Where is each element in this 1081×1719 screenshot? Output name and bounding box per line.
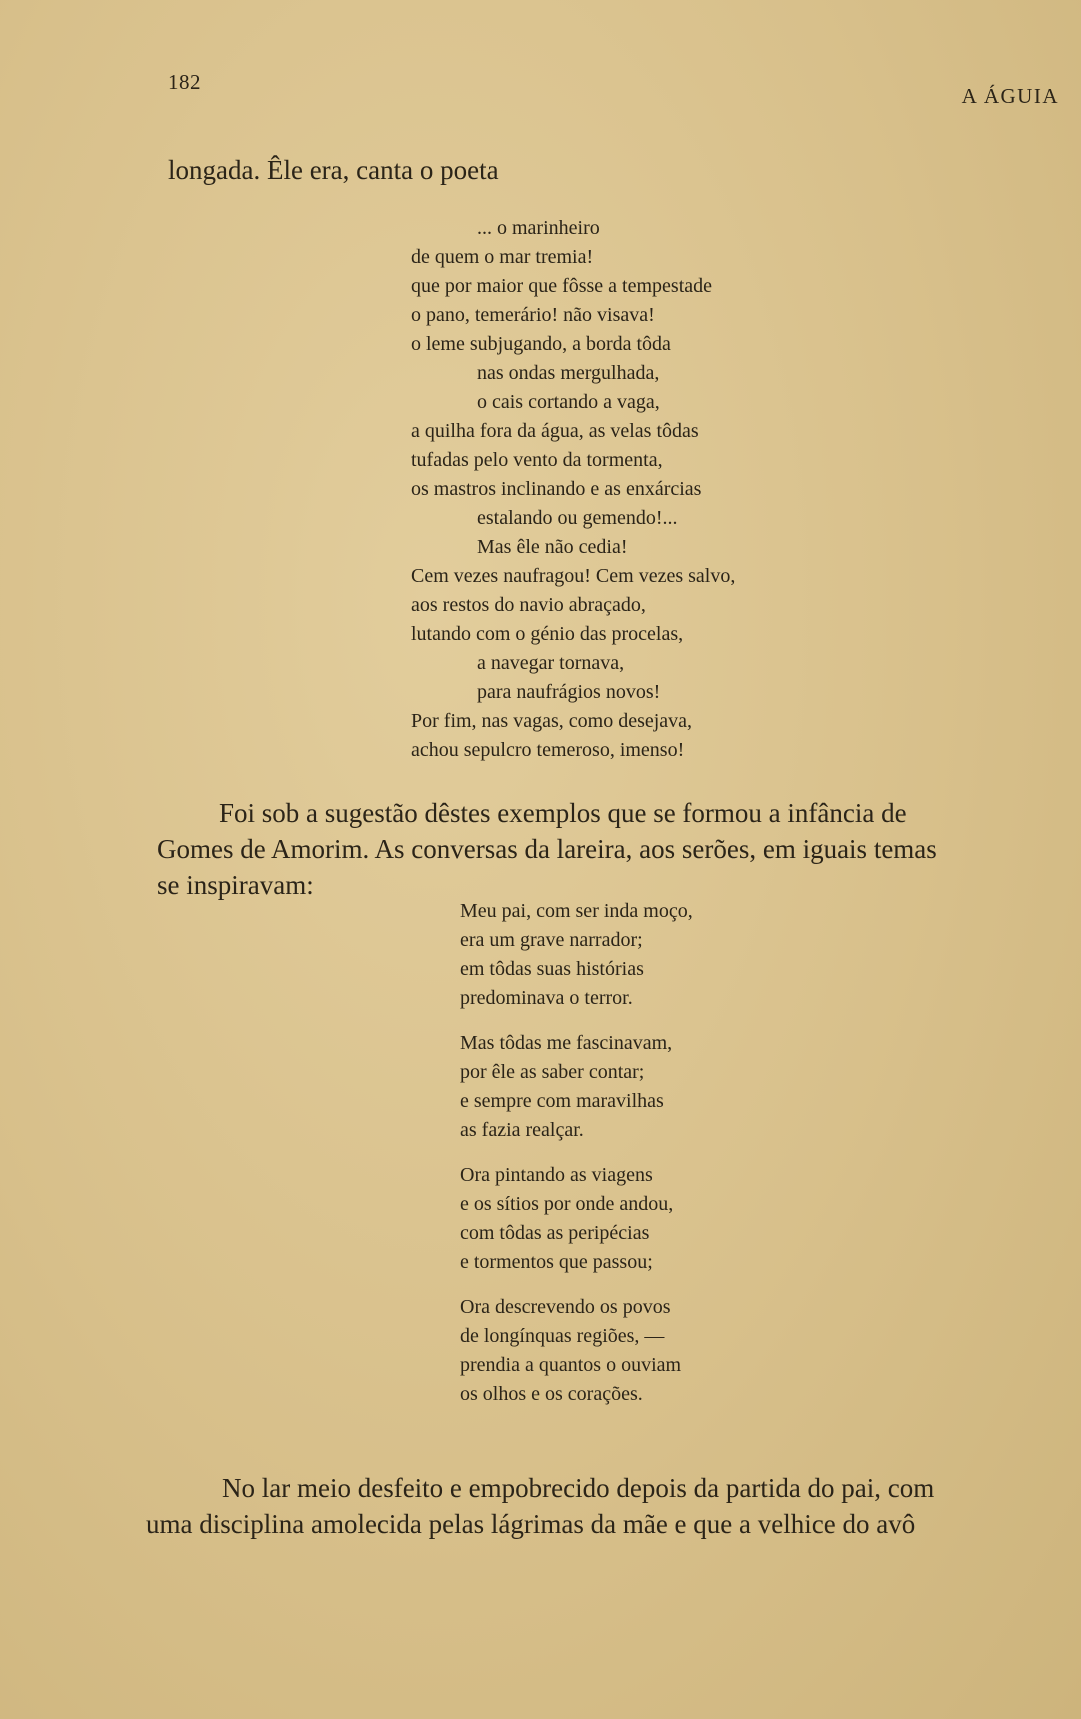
stanza — [460, 1029, 693, 1145]
verse-line: achou sepulcro temeroso, imenso! — [411, 739, 685, 761]
intro-line — [168, 152, 499, 188]
verse-line: e sempre com maravilhas — [460, 1090, 664, 1112]
verse-line: Cem vezes naufragou! Cem vezes salvo, — [411, 565, 736, 587]
verse-line: a quilha fora da água, as velas tôdas — [411, 420, 699, 442]
verse-line: lutando com o génio das procelas, — [411, 623, 684, 645]
prose-line: No lar meio desfeito e empobrecido depois da partida do pai, com — [222, 1473, 935, 1503]
paragraph-sugestao — [157, 795, 1047, 903]
verse-line: nas ondas mergulhada, — [477, 362, 660, 384]
verse-line: Mas êle não cedia! — [477, 536, 628, 558]
page-number: 182 — [168, 70, 201, 94]
verse-line: de longínquas regiões, — — [460, 1325, 665, 1347]
verse-line: os mastros inclinando e as enxárcias — [411, 478, 702, 500]
verse-line: em tôdas suas histórias — [460, 958, 644, 980]
prose-line: se inspiravam: — [157, 870, 314, 900]
verse-line: predominava o terror. — [460, 987, 633, 1009]
verse-line: Mas tôdas me fascinavam, — [460, 1032, 673, 1054]
verse-line: as fazia realçar. — [460, 1119, 584, 1141]
verse-line: para naufrágios novos! — [477, 681, 661, 703]
stanza — [460, 1293, 693, 1409]
verse-line: prendia a quantos o ouviam — [460, 1354, 682, 1376]
verse-line: estalando ou gemendo!... — [477, 507, 678, 529]
stanza-gap — [460, 1277, 693, 1293]
poem-meu-pai — [460, 897, 693, 1409]
verse-line: ... o marinheiro — [477, 217, 600, 239]
verse-line: era um grave narrador; — [460, 929, 643, 951]
verse-line: aos restos do navio abraçado, — [411, 594, 646, 616]
verse-line: Por fim, nas vagas, como desejava, — [411, 710, 693, 732]
verse-line: e os sítios por onde andou, — [460, 1193, 674, 1215]
stanza — [460, 897, 693, 1013]
verse-line: Ora pintando as viagens — [460, 1164, 653, 1186]
verse-line: e tormentos que passou; — [460, 1251, 653, 1273]
verse-line: com tôdas as peripécias — [460, 1222, 650, 1244]
prose-line: Gomes de Amorim. As conversas da lareira, aos serões, em iguais temas — [157, 834, 937, 864]
verse-line: o pano, temerário! não visava! — [411, 304, 655, 326]
stanza-gap — [460, 1013, 693, 1029]
verse-line: Ora descrevendo os povos — [460, 1296, 671, 1318]
verse-line: a navegar tornava, — [477, 652, 625, 674]
prose-line: uma disciplina amolecida pelas lágrimas da mãe e que a velhice do avô — [146, 1509, 916, 1539]
running-head: A ÁGUIA — [961, 84, 1059, 108]
stanza — [460, 1161, 693, 1277]
stanza-gap — [460, 1145, 693, 1161]
poem-marinheiro — [411, 214, 735, 765]
intro-text: longada. Êle era, canta o poeta — [168, 155, 499, 185]
verse-line: os olhos e os corações. — [460, 1383, 643, 1405]
verse-line: por êle as saber contar; — [460, 1061, 645, 1083]
paragraph-lar — [146, 1470, 1046, 1542]
verse-line: tufadas pelo vento da tormenta, — [411, 449, 663, 471]
verse-line: Meu pai, com ser inda moço, — [460, 900, 693, 922]
verse-line: o leme subjugando, a borda tôda — [411, 333, 671, 355]
verse-line: o cais cortando a vaga, — [477, 391, 660, 413]
prose-line: Foi sob a sugestão dêstes exemplos que se formou a infância de — [219, 798, 907, 828]
verse-line: de quem o mar tremia! — [411, 246, 594, 268]
verse-line: que por maior que fôsse a tempestade — [411, 275, 713, 297]
